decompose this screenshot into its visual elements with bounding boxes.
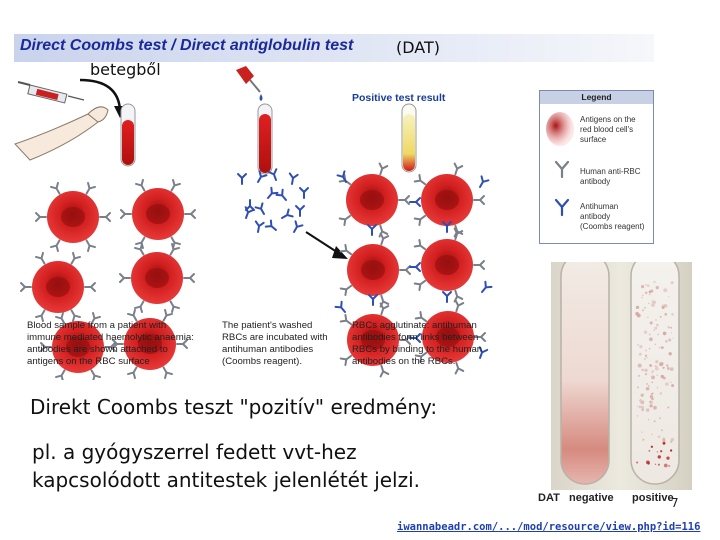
- agglutinate-speckle: [660, 316, 662, 318]
- human-antibody-icon: [121, 210, 131, 218]
- human-antibody-icon: [378, 294, 389, 306]
- agglutinate-speckle: [651, 382, 653, 384]
- agglutinate-speckle: [653, 281, 655, 283]
- agglutinate-speckle: [671, 384, 674, 387]
- human-antibody-icon: [85, 283, 95, 291]
- human-antibody-icon: [120, 274, 130, 282]
- human-antibody-icon: [452, 164, 463, 176]
- human-antibody-icon: [136, 180, 148, 193]
- human-antibody-icon: [167, 244, 179, 257]
- agglutinate-speckle: [647, 357, 648, 358]
- agglutinate-speckle: [641, 297, 643, 299]
- agglutinate-speckle: [641, 285, 644, 288]
- agglutinate-speckle: [636, 461, 638, 463]
- agglutinate-speckle: [635, 312, 639, 316]
- agglutinate-speckle: [645, 373, 647, 375]
- agglutinate-speckle: [659, 417, 661, 419]
- example-text-line1: pl. a gyógyszerrel fedett vvt-hez: [32, 440, 357, 464]
- agglutinate-speckle: [656, 324, 659, 327]
- agglutinate-speckle: [641, 431, 643, 433]
- agglutinate-speckle: [644, 369, 647, 372]
- agglutinate-speckle: [656, 366, 657, 367]
- dropper-icon: [236, 66, 263, 101]
- agglutinate-speckle: [671, 313, 673, 315]
- agglutinate-speckle: [648, 385, 650, 387]
- agglutinate-speckle: [653, 329, 654, 330]
- agglutinate-speckle: [671, 281, 674, 284]
- photo-dat-label: DAT: [538, 492, 560, 504]
- agglutinate-speckle: [645, 355, 647, 357]
- agglutinate-speckle: [670, 367, 674, 371]
- agglutinate-speckle: [637, 344, 638, 345]
- agglutinate-speckle: [672, 337, 673, 338]
- agglutinate-speckle: [669, 352, 672, 355]
- agglutinate-speckle: [639, 406, 642, 409]
- agglutinate-speckle: [658, 464, 660, 466]
- agglutinate-speckle: [665, 340, 667, 342]
- agglutinate-speckle: [646, 461, 650, 465]
- agglutinate-speckle: [648, 419, 649, 420]
- agglutinate-speckle: [657, 451, 658, 452]
- agglutinate-speckle: [644, 331, 647, 334]
- rbc-antigen-icon: [546, 112, 574, 146]
- agglutinate-speckle: [670, 327, 672, 329]
- antihuman-antibody-icon: [410, 198, 420, 206]
- agglutinate-speckle: [651, 376, 655, 380]
- agglutinate-speckle: [652, 393, 653, 394]
- agglutinate-speckle: [660, 392, 663, 395]
- agglutinate-speckle: [661, 346, 664, 349]
- human-antibody-icon: [36, 253, 48, 266]
- human-antibody-icon: [184, 274, 194, 282]
- agglutinate-speckle: [671, 332, 672, 333]
- human-antibody-icon: [167, 299, 179, 312]
- antihuman-antibody-icon: [296, 206, 304, 216]
- agglutinate-speckle: [654, 365, 655, 366]
- agglutinate-speckle: [656, 286, 659, 289]
- agglutinate-speckle: [651, 398, 653, 400]
- agglutinate-speckle: [653, 406, 657, 410]
- agglutinate-speckle: [663, 332, 667, 336]
- agglutinate-speckle: [670, 449, 672, 451]
- legend-item-human-antibody: Human anti-RBC antibody: [580, 167, 641, 186]
- agglutinate-speckle: [641, 369, 644, 372]
- antihuman-antibody-icon: [443, 292, 451, 302]
- positive-result-title: Positive test result: [352, 92, 446, 104]
- agglutinate-speckle: [668, 465, 670, 467]
- agglutinate-speckle: [642, 439, 644, 441]
- human-antibody-icon: [51, 238, 63, 251]
- agglutinate-speckle: [651, 372, 652, 373]
- agglutinate-speckle: [655, 344, 656, 345]
- human-antibody-icon: [100, 213, 110, 221]
- agglutinate-speckle: [641, 394, 644, 397]
- antihuman-antibody-icon: [556, 200, 568, 215]
- agglutinate-speckle: [657, 334, 659, 336]
- agglutinate-speckle: [663, 377, 666, 380]
- agglutinate-speckle: [639, 345, 642, 348]
- antihuman-antibody-icon: [291, 221, 303, 234]
- from-patient-label: betegből: [90, 60, 161, 79]
- result-heading: Direkt Coombs teszt "pozitív" eredmény:: [30, 395, 438, 419]
- antihuman-antibody-icon: [288, 173, 298, 184]
- human-antibody-icon: [51, 183, 63, 196]
- agglutinate-speckle: [649, 404, 652, 407]
- human-antibody-icon: [474, 196, 484, 204]
- free-antihuman-antibodies: [238, 169, 308, 234]
- agglutinate-speckle: [646, 383, 648, 385]
- agglutinate-speckle: [666, 456, 669, 459]
- agglutinate-speckle: [637, 406, 638, 407]
- agglutinate-speckle: [637, 415, 639, 417]
- test-tube-positive: [402, 104, 416, 172]
- antihuman-antibody-icon: [280, 210, 293, 222]
- negative-tube: [561, 262, 609, 484]
- agglutinate-speckle: [640, 400, 644, 404]
- antihuman-antibody-icon: [266, 221, 279, 234]
- agglutinate-speckle: [661, 429, 663, 431]
- agglutinate-speckle: [662, 439, 665, 442]
- agglutinate-speckle: [642, 309, 644, 311]
- antihuman-antibody-icon: [368, 225, 376, 235]
- antihuman-antibody-icon: [300, 188, 308, 198]
- human-antibody-icon: [378, 304, 389, 316]
- antihuman-antibody-icon: [410, 263, 420, 271]
- agglutinate-speckle: [646, 387, 649, 390]
- dat-label: (DAT): [396, 38, 440, 57]
- legend-item-antihuman-antibody: Antihuman antibody (Coombs reagent): [580, 202, 645, 231]
- agglutinate-speckle: [650, 397, 651, 398]
- antihuman-antibody-icon: [256, 203, 268, 216]
- slide-title: Direct Coombs test / Direct antiglobulin test: [20, 37, 354, 54]
- agglutinate-speckle: [649, 337, 653, 341]
- caption-step-1: Blood sample from a patient with immune mediated haemolytic anaemia: antibodies are shown attached to antigens on the RBC surface: [27, 320, 194, 367]
- human-antibody-icon: [453, 301, 464, 313]
- agglutinate-speckle: [668, 326, 671, 329]
- agglutinate-speckle: [637, 386, 639, 388]
- legend-item-antigens: Antigens on the red blood cell's surface: [580, 115, 636, 144]
- agglutinate-speckle: [658, 455, 661, 458]
- agglutinate-speckle: [659, 347, 660, 348]
- agglutinate-speckle: [658, 435, 661, 438]
- agglutinate-speckle: [665, 382, 669, 386]
- agglutinate-speckle: [667, 407, 669, 409]
- antihuman-antibody-icon: [369, 295, 377, 305]
- photo-negative-label: negative: [569, 492, 614, 504]
- human-antibody-icon: [377, 164, 388, 176]
- antihuman-antibody-icon: [336, 302, 349, 315]
- human-antibody-icon: [168, 180, 180, 193]
- agglutinate-speckle: [660, 450, 662, 452]
- agglutinate-speckle: [644, 358, 646, 360]
- agglutinate-speckle: [649, 348, 650, 349]
- antihuman-antibody-icon: [477, 176, 489, 189]
- agglutinate-speckle: [649, 293, 651, 295]
- human-antibody-icon: [135, 299, 147, 312]
- agglutinate-speckle: [655, 319, 657, 321]
- agglutinate-speckle: [646, 408, 649, 411]
- human-antibody-icon: [68, 253, 80, 266]
- agglutinate-speckle: [647, 284, 650, 287]
- agglutinate-speckle: [645, 292, 648, 295]
- agglutinate-speckle: [641, 406, 644, 409]
- agglutinate-speckle: [654, 327, 657, 330]
- tube-photo: [551, 262, 692, 490]
- test-tube-washed: [258, 104, 272, 174]
- human-antibody-icon: [36, 213, 46, 221]
- test-tube-patient: [121, 104, 135, 166]
- agglutinate-speckle: [648, 303, 649, 304]
- human-antibody-icon: [474, 261, 484, 269]
- legend-icons: [544, 107, 578, 241]
- caption-step-2: The patient's washed RBCs are incubated with antihuman antibodies (Coombs reagent).: [222, 320, 328, 367]
- human-antibody-icon: [83, 183, 95, 196]
- agglutinate-speckle: [668, 339, 671, 342]
- caption-step-3: RBCs agglutinate: antihuman antibodies form links between RBCs by binding to the human antibodies on the RBCs.: [352, 320, 483, 367]
- agglutinate-speckle: [644, 307, 646, 309]
- human-antibody-icon: [452, 289, 463, 301]
- agglutinate-speckle: [652, 370, 654, 372]
- agglutinate-speckle: [650, 321, 653, 324]
- agglutinate-speckle: [666, 364, 668, 366]
- agglutinate-speckle: [664, 464, 668, 468]
- agglutinate-speckle: [651, 303, 655, 307]
- human-antibody-icon: [135, 244, 147, 257]
- agglutinate-speckle: [651, 434, 652, 435]
- agglutinate-speckle: [649, 364, 652, 367]
- agglutinate-speckle: [656, 374, 658, 376]
- antihuman-antibody-icon: [265, 188, 278, 201]
- agglutinate-speckle: [657, 387, 659, 389]
- example-text-line2: kapcsolódott antitestek jelenlétét jelzi.: [32, 468, 421, 492]
- agglutinate-speckle: [636, 306, 639, 309]
- agglutinate-speckle: [640, 399, 641, 400]
- human-antibody-icon: [399, 196, 409, 204]
- agglutinate-speckle: [662, 306, 665, 309]
- agglutinate-speckle: [642, 295, 643, 296]
- antihuman-antibody-icon: [254, 221, 264, 232]
- antihuman-antibody-icon: [277, 190, 290, 203]
- curved-arrow: [80, 80, 120, 110]
- legend-box: [539, 90, 654, 244]
- agglutinate-speckle: [645, 284, 647, 286]
- human-antibody-icon: [556, 162, 568, 177]
- agglutinate-speckle: [667, 366, 669, 368]
- agglutinate-speckle: [670, 382, 671, 383]
- agglutinate-speckle: [649, 333, 651, 335]
- legend-title: Legend: [540, 91, 653, 104]
- agglutinate-speckle: [647, 317, 648, 318]
- agglutinate-speckle: [663, 288, 667, 292]
- human-antibody-icon: [185, 210, 195, 218]
- source-link[interactable]: iwannabeadr.com/.../mod/resource/view.php?id=116: [397, 521, 701, 533]
- page-number: 7: [671, 496, 679, 510]
- agglutinate-speckle: [661, 362, 664, 365]
- agglutinate-speckle: [645, 350, 647, 352]
- agglutinate-speckle: [648, 450, 650, 452]
- antihuman-antibody-icon: [238, 174, 246, 184]
- agglutinate-speckle: [638, 364, 642, 368]
- agglutinate-speckle: [655, 464, 656, 465]
- human-antibody-icon: [21, 283, 31, 291]
- syringe-icon: [18, 82, 84, 103]
- agglutinate-speckle: [652, 300, 655, 303]
- agglutinate-speckle: [670, 441, 672, 443]
- agglutinate-speckle: [663, 367, 665, 369]
- agglutinate-speckle: [654, 420, 656, 422]
- agglutinate-speckle: [650, 401, 654, 405]
- agglutinate-speckle: [655, 360, 658, 363]
- agglutinate-speckle: [638, 375, 640, 377]
- agglutinate-speckle: [664, 313, 667, 316]
- human-antibody-icon: [168, 235, 180, 248]
- photo-positive-label: positive: [632, 492, 674, 504]
- agglutinate-speckle: [668, 296, 669, 297]
- agglutinate-speckle: [649, 291, 651, 293]
- agglutinate-speckle: [651, 446, 653, 448]
- agglutinate-speckle: [639, 353, 642, 356]
- human-antibody-icon: [83, 238, 95, 251]
- antihuman-antibody-icon: [479, 282, 492, 295]
- human-antibody-icon: [400, 266, 410, 274]
- arm-illustration: [15, 107, 108, 160]
- agglutinate-speckle: [655, 367, 659, 371]
